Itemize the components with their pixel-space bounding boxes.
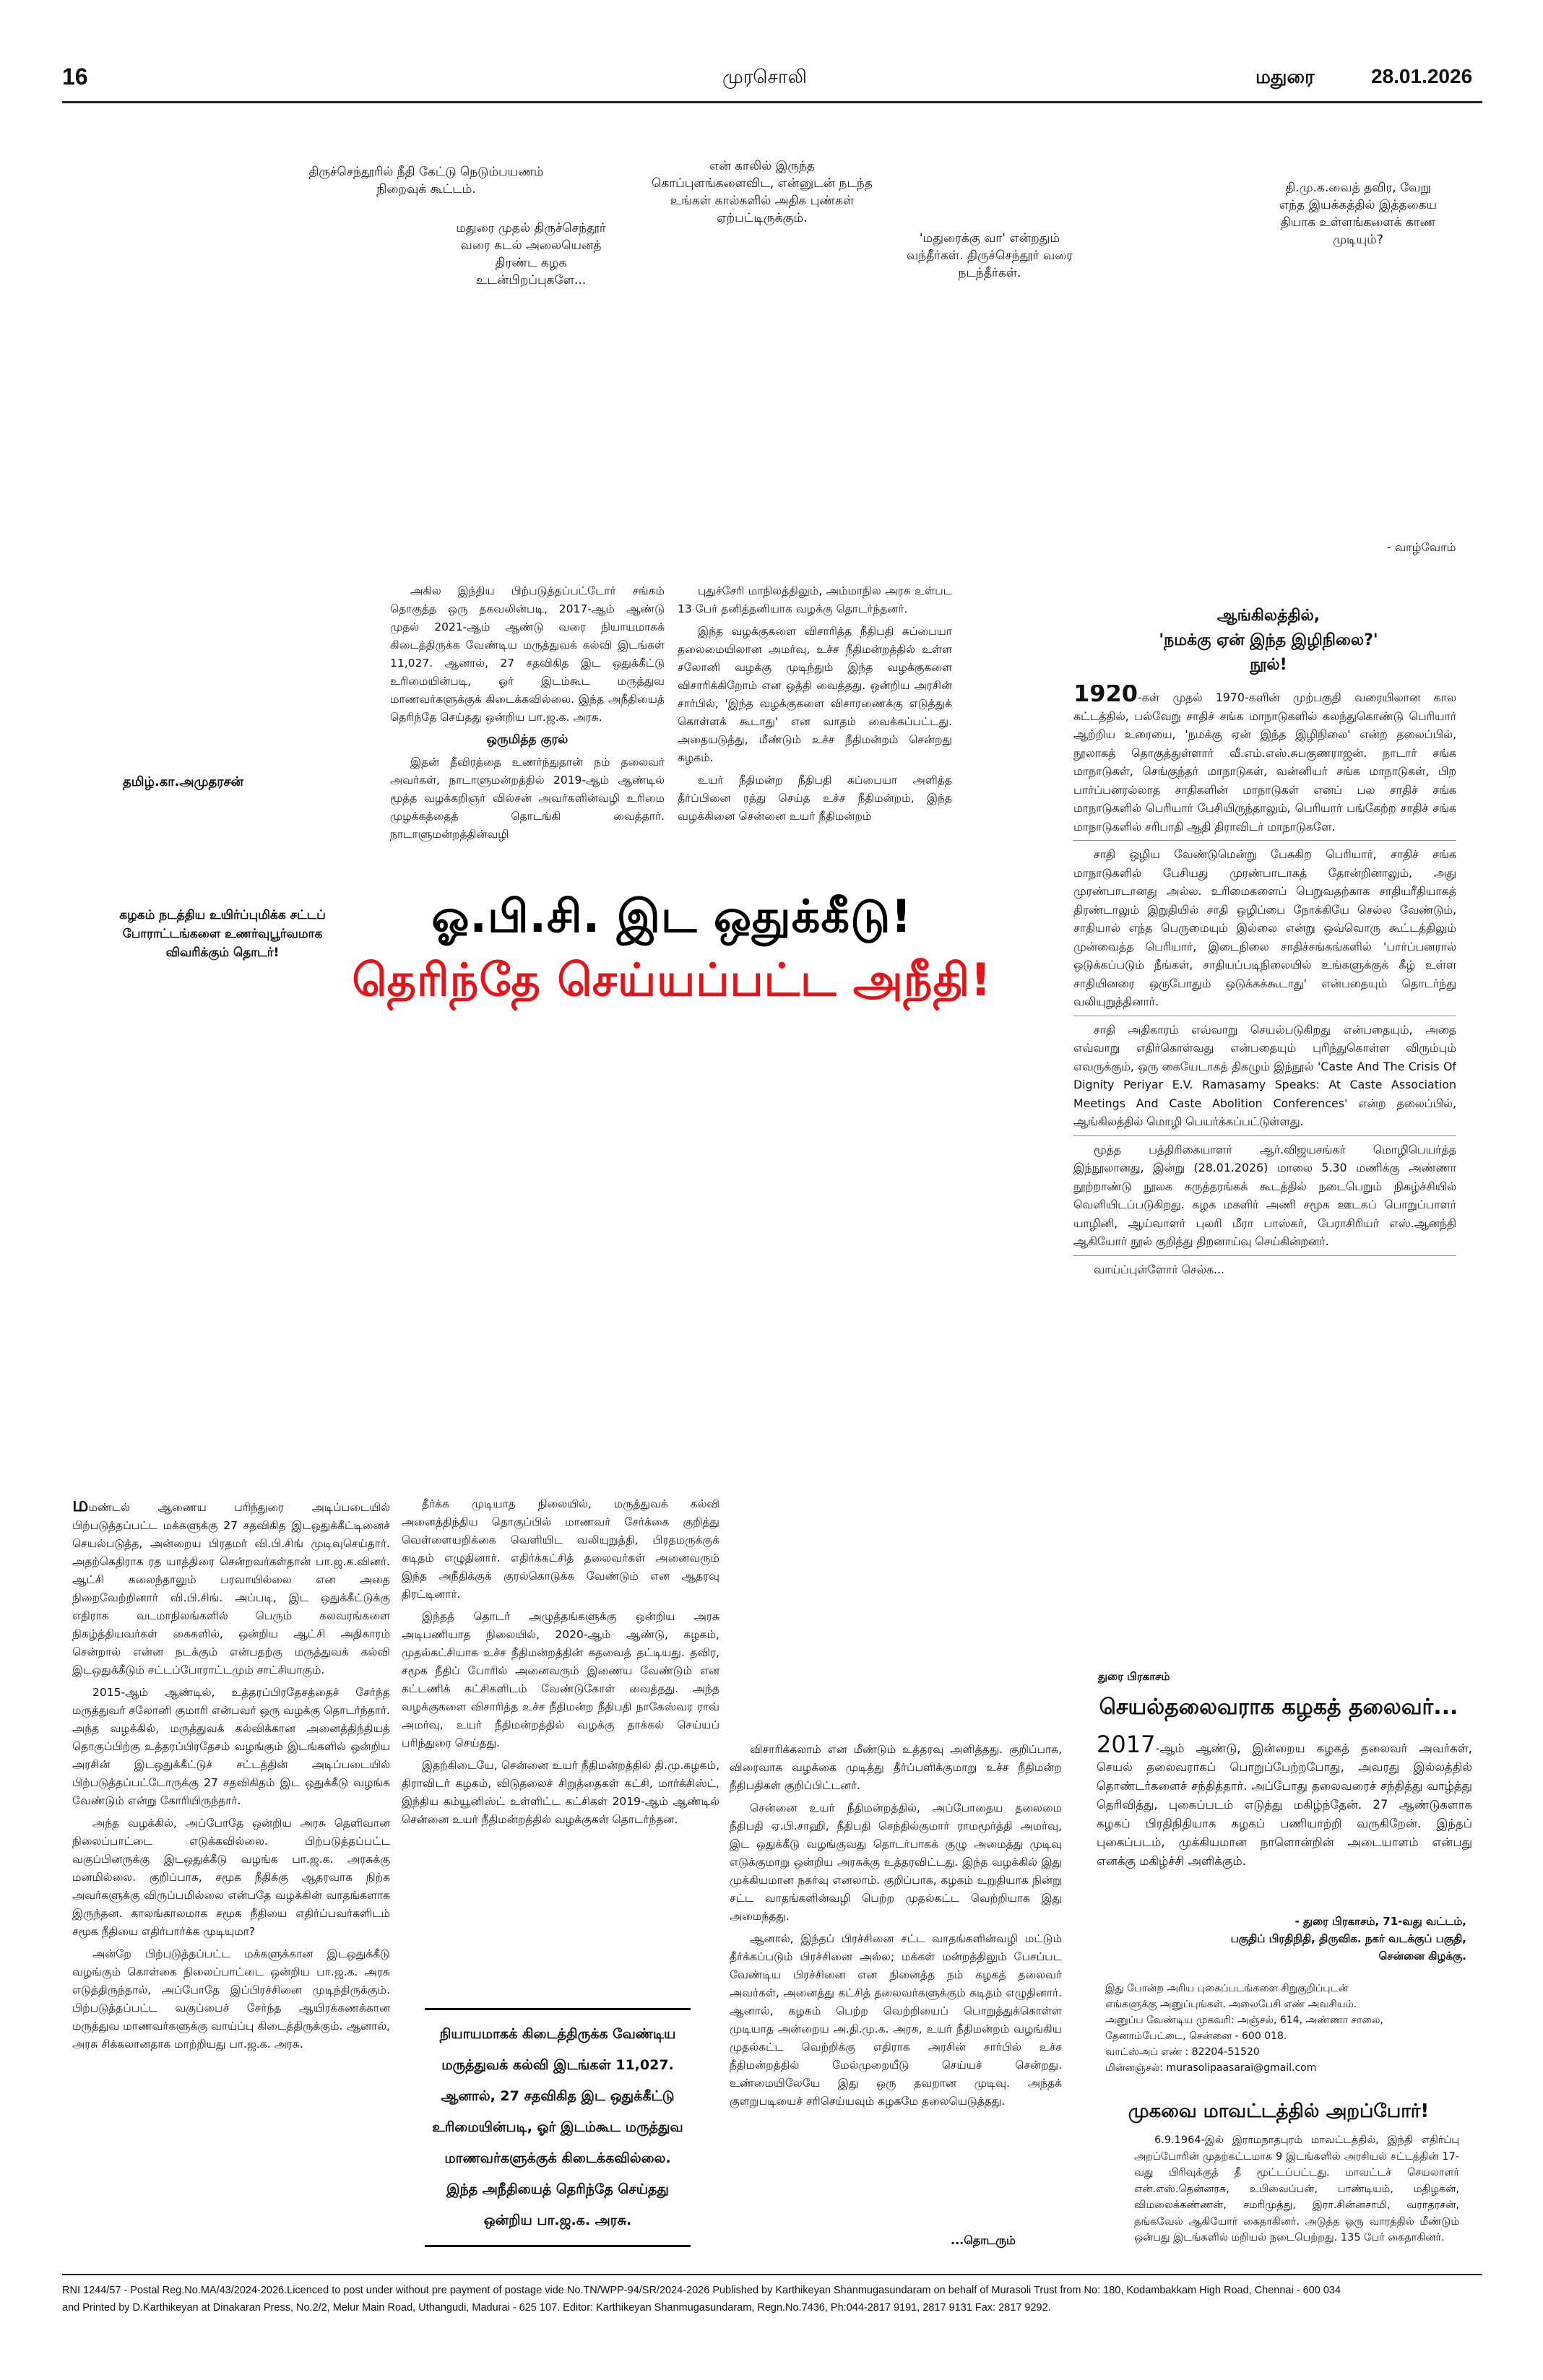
book-article-title bbox=[1081, 604, 1456, 678]
top-quote-5: தி.மு.க.வைத் தவிர, வேறு எந்த இயக்கத்தில் இத்தகைய தியாக உள்ளங்களைக் காண முடியும்? bbox=[1279, 181, 1438, 247]
photo-submission-notice bbox=[1105, 1981, 1438, 2076]
header-date: 28.01.2026 bbox=[1371, 65, 1473, 87]
book-article-body bbox=[1073, 685, 1456, 1400]
paragraph: விசாரிக்கலாம் என மீண்டும் உத்தரவு அளித்தது. குறிப்பாக, விரைவாக வழக்கை முடித்து தீர்ப்பளிக்குமாறு உச்ச நீதிமன்ற நீதிபதிகள் குறிப்பிட்டனர். bbox=[730, 1743, 1062, 1792]
paper-name: முரசொலி bbox=[722, 66, 807, 88]
headline-line-1: ஓ.பி.சி. இட ஒதுக்கீடு! bbox=[431, 890, 912, 943]
paragraph: ஆனால், இந்தப் பிரச்சினை சட்ட வாதங்களின்வழி மட்டும் தீர்க்கப்படும் பிரச்சினை அல்ல; மக்கள் மன்றத்திலும் பேசப்பட வேண்டிய பிரச்சினை என நினைத்த நம் கழகத் தலைவர் அவர்கள், அனைத்து கட்சித் தலைவர்களுக்கும் கடிதம் எழுதினார். ஆனால், கழகம் பெற்ற வெற்றியைப் பொறுத்துக்கொள்ள முடியாத அன்றைய அ.தி.மு.க. அரசு, உயர் நீதிமன்றம் வழங்கிய முதல்கட்ட வெற்றிக்கு எதிராக அரசின் சார்பில் உச்ச நீதிமன்றத்தில் மேல்முறையீடு செய்யச் சென்றது. உண்மையிலேயே இது ஒரு தவறான முடிவு. அந்தக் குளறுபடியைச் சரிசெய்யவும் கழகமே தலையெடுத்தது. bbox=[730, 1932, 1062, 2108]
notice-line: இது போன்ற அரிய புகைப்படங்களை சிறுகுறிப்புடன் bbox=[1105, 1983, 1349, 1994]
paragraph: தீர்க்க முடியாத நிலையில், மருத்துவக் கல்வி அனைத்திந்திய தொகுப்பில் மாணவர் சேர்க்கை குறித்து வெள்ளையறிக்கை வெளியிட வலியுறுத்தி, பிரதமருக்குக் கடிதம் எழுதினார். எதிர்க்கட்சித் தலைவர்கள் அனைவரும் இந்த அநீதிக்குக் குரல்கொடுக்க வேண்டும் என ஆதரவு திரட்டினார். bbox=[402, 1497, 719, 1601]
paragraph: அந்த வழக்கில், அப்போதே ஒன்றிய அரசு தெளிவான நிலைப்பாட்டை எடுக்கவில்லை. பிற்படுத்தப்பட்ட வகுப்பினருக்கு இடஒதுக்கீடு வழங்க பா.ஜ.க. அரசுக்கு மனமில்லை. குறிப்பாக, சமூக நீதிக்கு ஆதரவாக நிற்க அவர்களுக்கு விருப்பமில்லை என்பதே வழக்கின் வாதங்களாக இருந்தன. காலங்காலமாக சமூக நீதியை எதிர்ப்பவர்களிடம் சமூக நீதியை எதிர்பார்க்க முடியுமா? bbox=[72, 1817, 390, 1938]
paragraph-text: -கள் முதல் 1970-களின் முற்பகுதி வரையிலான கால கட்டத்தில், பல்வேறு சாதிச் சங்க மாநாடுகளில் கலந்துகொண்டு பெரியார் ஆற்றிய உரையை, 'நமக்கு ஏன் இந்த இழிநிலை' என்ற தலைப்பில், நூலாகத் தொகுத்துள்ளார் வீ.எம்.எஸ்.சுபகுணராஜன். நாடார் சங்க மாநாடுகள், செங்குந்தர் மாநாடுகள், வன்னியர் சங்க மாநாடுகள், பிற பார்ப்பனரல்லாத சாதிகளின் மாநாடுகள் எனப் பல சாதிச் சங்க மாநாடுகளில் பெரியார் பேசியிருந்தாலும், பெரியார் பங்கேற்ற சாதிச் சங்க மாநாடுகளில் சரிபாதி ஆதி திராவிடர் மாநாடுகளே. bbox=[1073, 691, 1456, 834]
notice-line: மின்னஞ்சல்: murasolipaasarai@gmail.com bbox=[1105, 2062, 1317, 2074]
lower-column-1 bbox=[72, 1495, 390, 2225]
paragraph: இதற்கிடையே, சென்னை உயர் நீதிமன்றத்தில் தி.மு.கழகம், திராவிடர் கழகம், விடுதலைச் சிறுத்தைகள் கட்சி, மார்க்சிஸ்ட், இந்திய கம்யூனிஸ்ட் உள்ளிட்ட கட்சிகள் 2019-ஆம் ஆண்டில் சென்னை உயர் நீதிமன்றத்தில் வழக்குகள் தொடர்ந்தன. bbox=[402, 1759, 719, 1826]
paragraph: மூத்த பத்திரிகையாளர் ஆர்.விஜயசங்கர் மொழிபெயர்த்த இந்நூலானது, இன்று (28.01.2026) மாலை 5.30 மணிக்கு அண்ணா நூற்றாண்டு நூலக கருத்தரங்கக் கூடத்தில் நடைபெறும் நிகழ்ச்சியில் வெளியிடப்படுகிறது. கழக மகளிர் அணி சமூக ஊடகப் பொறுப்பாளர் யாழினி, ஆய்வாளர் புலரி மீரா பாஸ்கர், பேராசிரியர் எஸ்.ஆனந்தி ஆகியோர் நூல் குறித்து திறனாய்வு செய்கின்றனர். bbox=[1073, 1142, 1456, 1248]
top-quote-4: 'மதுரைக்கு வா' என்றதும் வந்தீர்கள். திருச்செந்தூர் வரை நடந்தீர்கள். bbox=[906, 231, 1073, 280]
paragraph: சாதி அதிகாரம் எவ்வாறு செயல்படுகிறது என்பதையும், அதை எவ்வாறு எதிர்கொள்வது என்பதையும் புரிந்துகொள்ள விரும்பும் எவருக்கும், ஒரு கையேடாகத் திகழும் இந்நூல் 'Caste And The Crisis Of Dignity Periyar E.V. Ramasamy Speaks: At Caste Association Meetings And Caste Abolition Conferences' என்ற தலைப்பில், ஆங்கிலத்தில் மொழி பெயர்க்கப்பட்டுள்ளது. bbox=[1073, 1022, 1456, 1128]
paragraph: 6.9.1964-இல் இராமநாதபுரம் மாவட்டத்தில், இந்தி எதிர்ப்பு அறப்போரின் முதற்கட்டமாக 9 இடங்களில் அரசியல் சட்டத்தின் 17-வது பிரிவுக்குத் தீ மூட்டப்பட்டது. மாவட்டச் செயலாளர் என்.எஸ்.தென்னரசு, உபிவைப்பன், பாண்டியம், மதிழகன், விமலைக்கண்ணன், சமரிமுத்து, இரா.சின்னசாமி, வராதரசன், தங்கவேல் ஆகியோர் கைதாகினர். அடுத்த ஒரு வாரத்தில் மீண்டும் ஒன்பது இடங்களில் மறியல் நடைபெற்றது. 135 பேர் கைதாகினர். bbox=[1134, 2134, 1459, 2243]
top-quote-3: என் காலில் இருந்த கொப்புளங்களைவிட, என்னுடன் நடந்த உங்கள் கால்களில் அதிக புண்கள் ஏற்பட்டிருக்கும். bbox=[652, 159, 873, 225]
lower-column-2 bbox=[402, 1495, 719, 1957]
upper-column-1 bbox=[390, 582, 665, 891]
top-signoff: - வாழ்வோம் bbox=[1387, 540, 1456, 554]
paragraph: வாய்ப்புள்ளோர் செல்க... bbox=[1094, 1262, 1225, 1276]
headline-line-2: தெரிந்தே செய்யப்பட்ட அநீதி! bbox=[352, 953, 992, 1006]
book-title-line-3: நூல்! bbox=[1250, 656, 1287, 674]
paragraph: இதன் தீவிரத்தை உணர்ந்துதான் நம் தலைவர் அவர்கள், நாடாளுமன்றத்தில் 2019-ஆம் ஆண்டில் மூத்த வழக்கறிஞர் வில்சன் அவர்களின்வழி உரிமை முழக்கத்தைத் தொடங்கி வைத்தார். நாடாளுமன்றத்தின்வழி bbox=[390, 756, 665, 841]
header-rule bbox=[62, 101, 1482, 103]
notice-line: வாட்ஸ்அப் எண் : 82204-51520 bbox=[1105, 2046, 1260, 2058]
book-title-line-2: 'நமக்கு ஏன் இந்த இழிநிலை?' bbox=[1159, 631, 1378, 649]
drop-letter: ம bbox=[72, 1495, 89, 1516]
paragraph bbox=[72, 1495, 390, 1679]
protest-body bbox=[1134, 2132, 1459, 2248]
paragraph: அன்றே பிற்படுத்தப்பட்ட மக்களுக்கான இடஒதுக்கீடு வழங்கும் கொள்கை நிலைப்பாட்டை ஒன்றிய பா.ஜ.க. அரசு எடுத்திருந்தால், அப்போதே இப்பிரச்சினை முடிந்திருக்கும். பிற்படுத்தப்பட்ட வகுப்பைச் சேர்ந்த ஆயிரக்கணக்கான மருத்துவ மாணவர்களுக்கு வாய்ப்பு கிடைத்திருக்கும். ஆனால், அரசு சிக்கலானதாக மாற்றியது பா.ஜ.க. அரசு. bbox=[72, 1947, 390, 2051]
page-number: 16 bbox=[62, 64, 88, 90]
signature-line: பகுதிப் பிரதிநிதி, திருவிக. நகர் வடக்குப் பகுதி, bbox=[1230, 1932, 1466, 1945]
paragraph: உயர் நீதிமன்ற நீதிபதி சுப்பையா அளித்த தீர்ப்பினை ரத்து செய்த உச்ச நீதிமன்றம், இந்த வழக்கினை சென்னை உயர் நீதிமன்றம் bbox=[678, 774, 952, 823]
paragraph: இந்த வழக்குகளை விசாரித்த நீதிபதி சுப்பையா தலைமையிலான அமர்வு, உச்ச நீதிமன்றத்தில் உள்ள சலோனி வழக்கு முடிந்தும் இந்த வழக்குகளை விசாரிக்கிறோம் என ஒத்தி வைத்தது. ஒன்றிய அரசின் சார்பில், 'இந்த வழக்குகளை விசாரணைக்கு எடுத்துக் கொள்ளக் கூடாது' என வாதம் வைக்கப்பட்டது. அதையடுத்து, மீண்டும் உச்ச நீதிமன்றம் சென்றது கழகம். bbox=[678, 625, 952, 764]
drop-year: 1920 bbox=[1073, 685, 1138, 707]
paragraph-text: மண்டல் ஆணைய பரிந்துரை அடிப்படையில் பிற்படுத்தப்பட்ட மக்களுக்கு 27 சதவிகித இடஒதுக்கீட்டினைச் செயல்படுத்த, அன்றைய பிரதமர் வி.பி.சிங் முடிவுசெய்தார். அதற்கெதிராக ரத யாத்திரை சென்றவர்கள்தான் பா.ஜ.க.வினர். ஆட்சி கலைந்தாலும் பரவாயில்லை என அதை நிறைவேற்றினார் வி.பி.சிங். அப்படி, இட ஒதுக்கீட்டுக்கு எதிராக வடமாநிலங்களில் பெரும் கலவரங்களை நிகழ்த்தியவர்கள் கைகளில், ஒன்றிய ஆட்சி அதிகாரம் சென்றால் என்ன நடக்கும் என்பதற்கு மருத்துவக் கல்வி இடஒதுக்கீடும் சட்டப்போராட்டமும் சாட்சியாகும். bbox=[72, 1501, 390, 1676]
letter-title: செயல்தலைவராக கழகத் தலைவர்... bbox=[1099, 1695, 1458, 1720]
footer-rule bbox=[62, 2274, 1482, 2275]
paragraph: புதுச்சேரி மாநிலத்திலும், அம்மாநில அரசு உள்பட 13 பேர் தனித்தனியாக வழக்கு தொடர்ந்தனர். bbox=[678, 584, 952, 615]
divider bbox=[1073, 1135, 1456, 1136]
top-quote-1: திருச்செந்தூரில் நீதி கேட்டு நெடும்பயணம் நிறைவுக் கூட்டம். bbox=[308, 165, 544, 196]
divider bbox=[1073, 1255, 1456, 1256]
top-quote-2: மதுரை முதல் திருச்செந்தூர் வரை கடல் அலையெனத் திரண்ட கழக உடன்பிறப்புகளே... bbox=[456, 221, 606, 287]
paragraph: 2015-ஆம் ஆண்டில், உத்தரப்பிரதேசத்தைச் சேர்ந்த மருத்துவர் சலோனி குமாரி என்பவர் ஒரு வழக்கு தொடர்ந்தார். அந்த வழக்கில், மருத்துவக் கல்விக்கான அனைத்திந்தியத் தொகுப்பிற்கு உத்தரப்பிரதேசம் வழங்கும் இடங்களில் ஒன்றிய அரசின் இடஒதுக்கீட்டுச் சட்டத்தின் அடிப்படையில் பிற்படுத்தப்பட்டோருக்கு 27 சதவிகிதம் இட ஒதுக்கீடு வழங்க வேண்டும் என்று கோரியிருந்தார். bbox=[72, 1686, 390, 1807]
letter-byline: துரை பிரகாசம் bbox=[1098, 1670, 1170, 1683]
notice-line: அனுப்ப வேண்டிய முகவரி: அஞ்சல், 614, அண்ணா சாலை, bbox=[1105, 2015, 1383, 2026]
signature-line: - துரை பிரகாசம், 71-வது வட்டம், bbox=[1295, 1915, 1466, 1928]
divider bbox=[1073, 840, 1456, 841]
imprint-line-1: RNI 1244/57 - Postal Reg.No.MA/43/2024-2026.Licenced to post under without pre payment of postage vide No.TN/WPP-94/SR/2024-2026 Published by Karthikeyan Shanmugasundaram on behalf of Murasoli Trust from No: 180, Kodambakkam High Road, Chennai - 600 034 bbox=[62, 2285, 1341, 2296]
header-city: மதுரை bbox=[1255, 66, 1315, 88]
notice-line: தேனாம்பேட்டை, சென்னை - 600 018. bbox=[1105, 2030, 1287, 2042]
protest-title: முகவை மாவட்டத்தில் அறப்போர்! bbox=[1128, 2100, 1430, 2122]
paragraph: அகில இந்திய பிற்படுத்தப்பட்டோர் சங்கம் தொகுத்த ஒரு தகவலின்படி, 2017-ஆம் ஆண்டு முதல் 2021-ஆம் ஆண்டு வரை நியாயமாகக் கிடைத்திருக்க வேண்டிய மருத்துவக் கல்வி இடங்கள் 11,027. ஆனால், 27 சதவிகித இட ஒதுக்கீட்டு உரிமையின்படி, ஓர் இடம்கூட மருத்துவ மாணவர்களுக்குக் கிடைக்கவில்லை. இந்த அநீதியைத் தெரிந்தே செய்தது ஒன்றிய பா.ஜ.க. அரசு. bbox=[390, 584, 665, 724]
pull-quote: நியாயமாகக் கிடைத்திருக்க வேண்டிய மருத்துவக் கல்வி இடங்கள் 11,027. ஆனால், 27 சதவிகித இட ஒதுக்கீட்டு உரிமையின்படி, ஓர் இடம்கூட மருத்துவ மாணவர்களுக்குக் கிடைக்கவில்லை. இந்த அநீதியைத் தெரிந்தே செய்தது ஒன்றிய பா.ஜ.க. அரசு. bbox=[425, 2008, 691, 2247]
notice-line: எங்களுக்கு அனுப்புங்கள். அலைபேசி எண் அவசியம். bbox=[1105, 1999, 1357, 2010]
paragraph bbox=[1097, 1735, 1472, 1871]
article-intro: கழகம் நடத்திய உயிர்ப்புமிக்க சட்டப் போராட்டங்களை உணர்வுபூர்வமாக விவரிக்கும் தொடர்! bbox=[119, 908, 326, 960]
paragraph: இந்தத் தொடர் அழுத்தங்களுக்கு ஒன்றிய அரசு அடிபணியாத நிலையில், 2020-ஆம் ஆண்டு, கழகம், முதல்கட்சியாக உச்ச நீதிமன்றத்தின் கதவைத் தட்டியது. தவிர, சமூக நீதிப் போரில் அனைவரும் இணைய வேண்டும் என கட்டணிக் கட்சிகளிடம் வேண்டுகோள் வைத்தது. அந்த வழக்குகளை விசாரித்த உச்ச நீதிமன்ற நீதிபதி நாகேஸ்வர ராவ் அமர்வு, உயர் நீதிமன்றத்தில் வழக்கு தாக்கல் செய்யப் பரிந்துரை செய்தது. bbox=[402, 1610, 719, 1749]
letter-signature bbox=[1105, 1913, 1466, 1965]
drop-year: 2017 bbox=[1097, 1735, 1156, 1758]
lower-column-3 bbox=[730, 1741, 1062, 2232]
imprint-line-2: and Printed by D.Karthikeyan at Dinakaran Press, No.2/2, Melur Main Road, Uthangudi, Madurai - 625 107. Editor: Karthikeyan Shanmugasundaram, Regn.No.7436, Ph:044-2817 9191, 2817 9131 Fax: 2817 9292. bbox=[62, 2302, 1051, 2314]
article-author: தமிழ்.கா.அமுதரசன் bbox=[123, 774, 243, 789]
subheading: ஒருமித்த குரல் bbox=[486, 732, 569, 747]
letter-body bbox=[1097, 1735, 1472, 1908]
book-title-line-1: ஆங்கிலத்தில், bbox=[1216, 607, 1321, 625]
signature-line: சென்னை கிழக்கு. bbox=[1378, 1950, 1466, 1963]
paragraph: சாதி ஒழிய வேண்டுமென்று பேசுகிற பெரியார், சாதிச் சங்க மாநாடுகளில் பேசியது முரண்பாடாகத் தோன்றினாலும், அது முரண்பாடானது அல்ல. உரிமைகளைப் பெறுவதற்காக சாதியரீதியாகத் திரண்டாலும் இறுதியில் சாதி ஒழிப்பை நோக்கியே செல்ல வேண்டும், சாதியால் எந்த பெருமையும் இல்லை என்று ஒவ்வொரு கூட்டத்திலும் முன்வைத்த பெரியார், இடைநிலை சாதிச்சங்கங்களில் 'பார்ப்பனரால் ஒடுக்கப்படும் நீங்கள், சாதியப்படிநிலையில் உங்களுக்குக் கீழ் உள்ள சாதியினரை ஒருபோதும் ஒடுக்கக்கூடாது' என்பதையும் தொடர்ந்து வலியுறுத்தினார். bbox=[1073, 847, 1456, 1008]
upper-column-2 bbox=[678, 582, 952, 891]
paragraph: சென்னை உயர் நீதிமன்றத்தில், அப்போதைய தலைமை நீதிபதி ஏ.பி.சாஹி, நீதிபதி செந்தில்குமார் ராமமூர்த்தி அமர்வு, இட ஒதுக்கீடு வழங்குவது தொடர்பாகக் குழு அமைத்து முடிவு எடுக்குமாறு ஒன்றிய அரசுக்கு உத்தரவிட்டது. இந்த வழக்கில் இது முக்கியமான நகர்வு எனலாம். குறிப்பாக, கழகம் உறுதியாக நின்று சட்ட வாதங்களின்வழி பெற்ற முதல்கட்ட வெற்றியாக இது அமைந்தது. bbox=[730, 1801, 1062, 1923]
paragraph bbox=[1073, 685, 1456, 836]
paragraph-text: -ஆம் ஆண்டு, இன்றைய கழகத் தலைவர் அவர்கள், செயல் தலைவராகப் பொறுப்பேற்றபோது, அவரது இல்லத்தில் தொண்டர்களைச் சந்தித்தார். அப்போது தலைவரைச் சந்தித்து வாழ்த்து தெரிவித்து, புகைப்படம் எடுத்து மகிழ்ந்தேன். 27 ஆண்டுகளாக கழகப் பிரதிநிதியாக கழகப் பணியாற்றி வருகிறேன். இந்தப் புகைப்படம், முக்கியமான நாளொன்றின் அடையாளம் என்பது எனக்கு மகிழ்ச்சி அளிக்கும். bbox=[1097, 1741, 1472, 1868]
continued-label: ...தொடரும் bbox=[951, 2233, 1016, 2247]
